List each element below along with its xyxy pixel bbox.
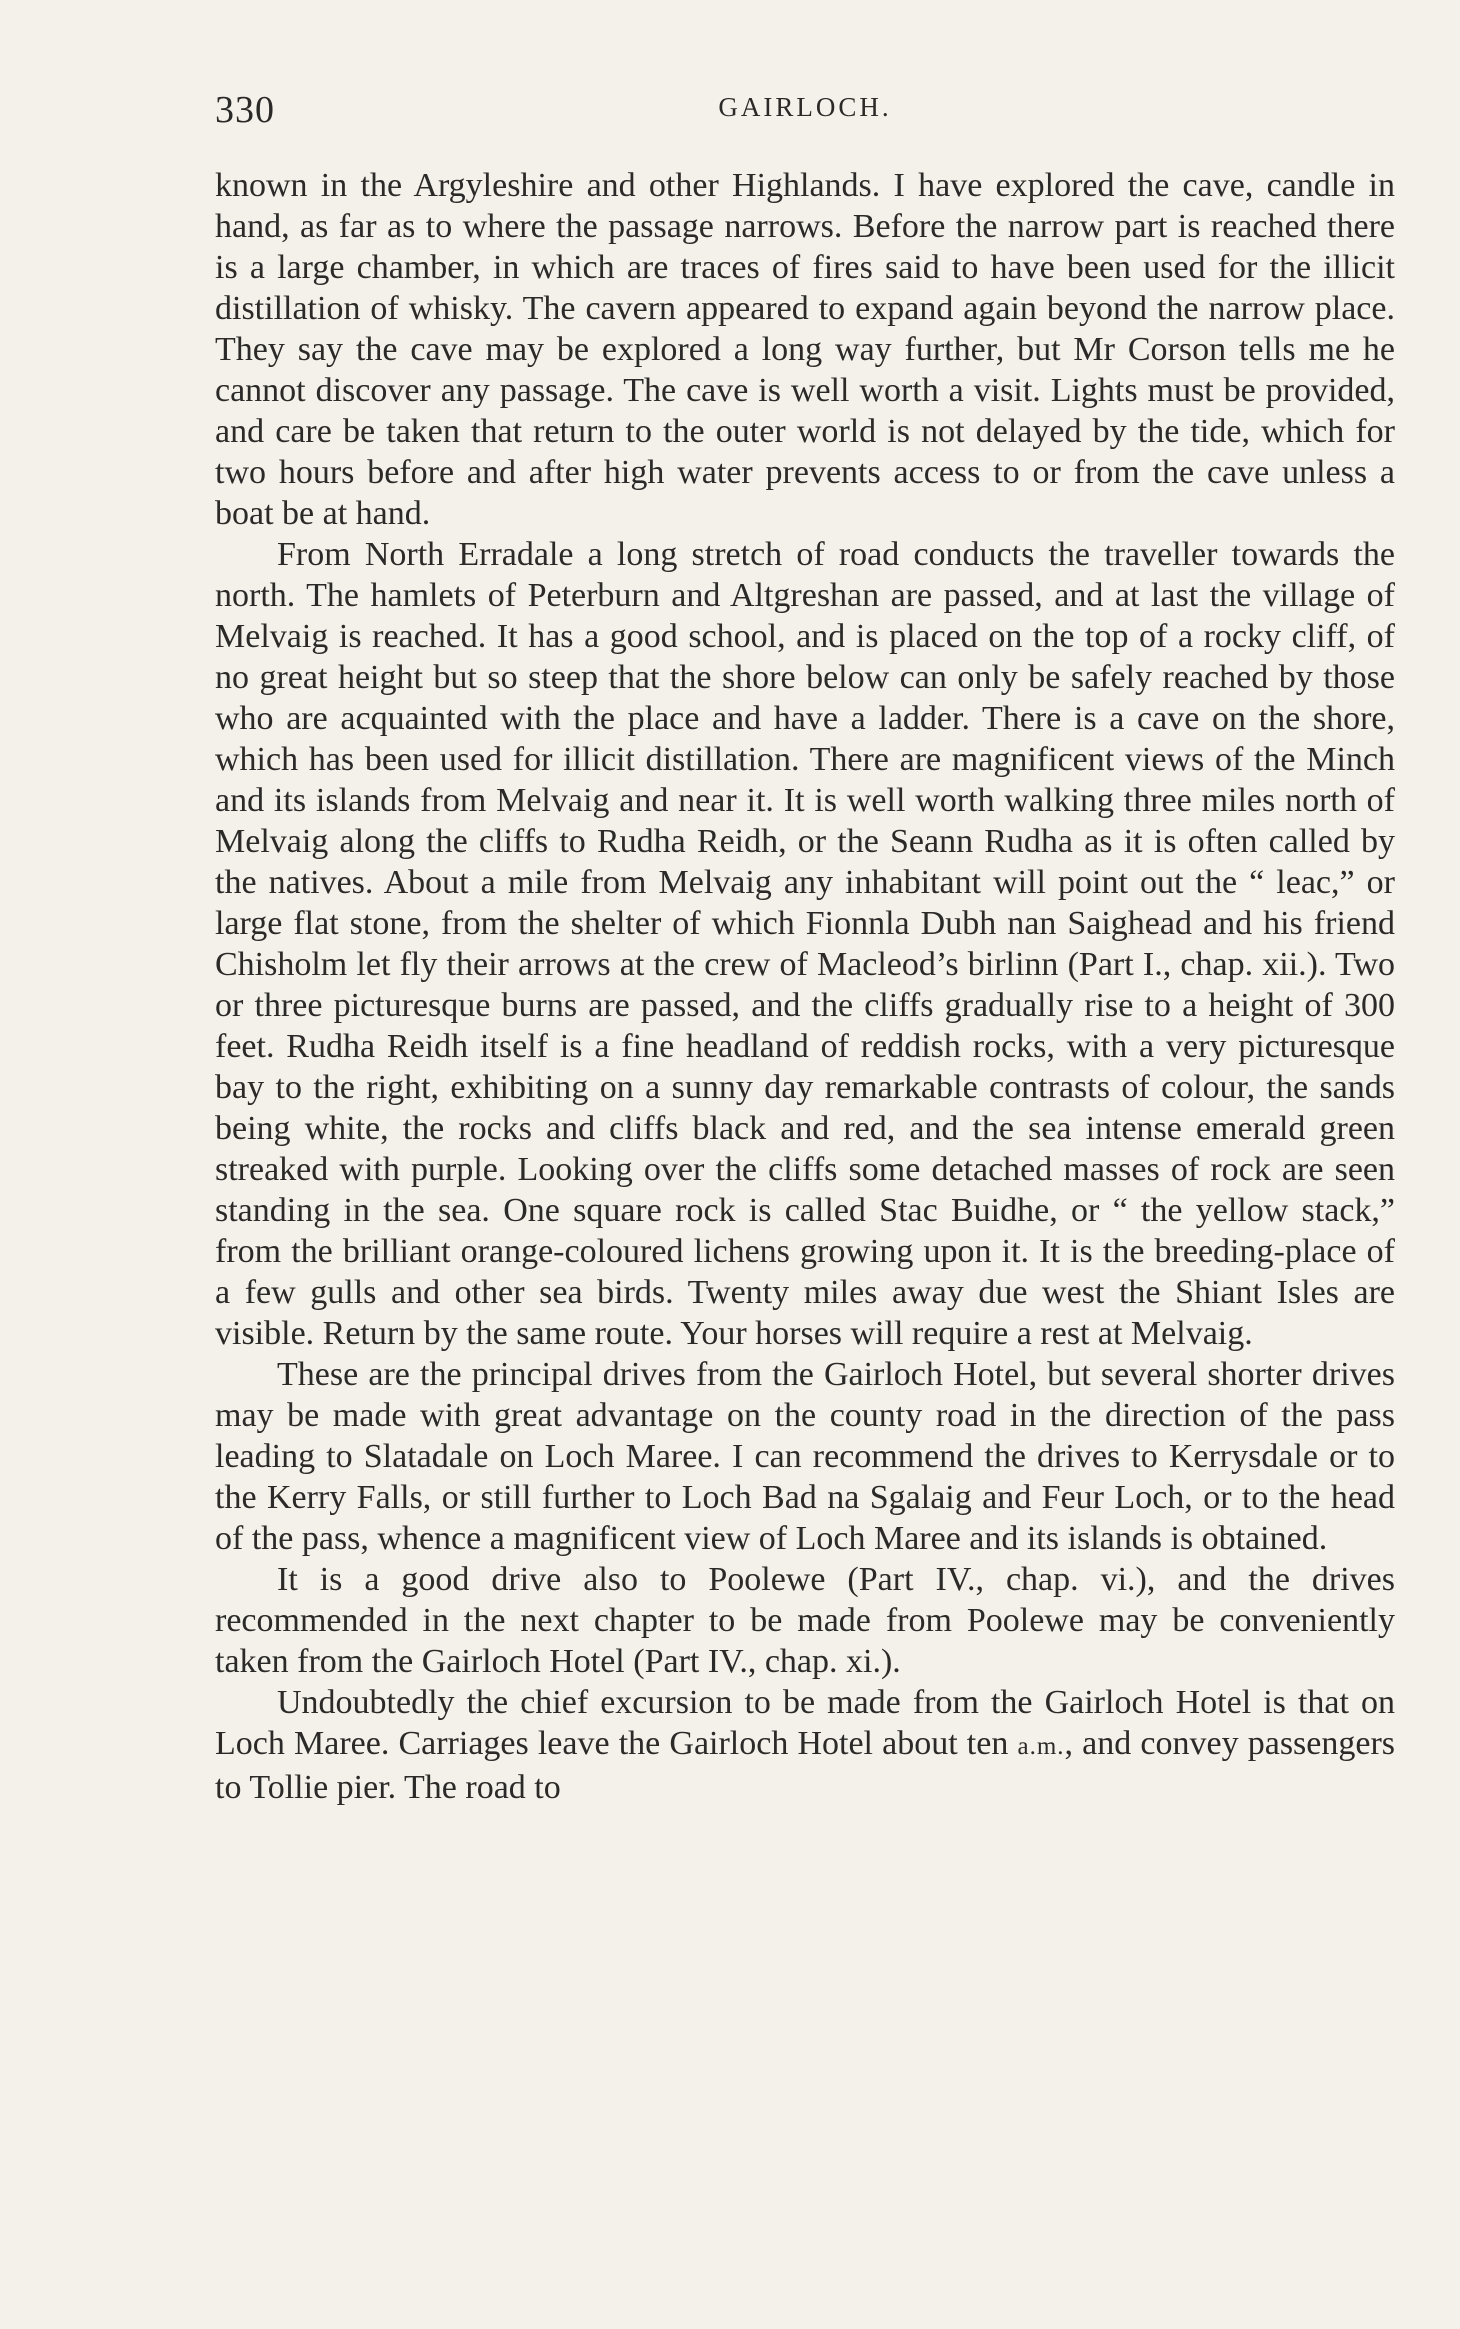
paragraph-text-tail: , and convey passengers to Tollie pier. The road to	[215, 1725, 1396, 1806]
body-text	[215, 165, 1395, 1808]
paragraph: known in the Argyleshire and other Highlands. I have explored the cave, candle in hand, as far as to where the passage narrows. Before the narrow part is reached there is a large chamber, in which are traces of fires said to have been used for the illicit distillation of whisky. The cavern appeared to expand again beyond the narrow place. They say the cave may be explored a long way further, but Mr Corson tells me he cannot discover any passage. The cave is well worth a visit. Lights must be provided, and care be taken that return to the outer world is not delayed by the tide, which for two hours before and after high water prevents access to or from the cave unless a boat be at hand.	[215, 167, 1395, 532]
paragraph: It is a good drive also to Poolewe (Part IV., chap. vi.), and the drives recommended in the next chapter to be made from Poolewe may be conveniently taken from the Gairloch Hotel (Part IV., chap. xi.).	[215, 1561, 1395, 1680]
running-head	[215, 88, 1395, 131]
paragraph-text: Undoubtedly the chief excursion to be made from the Gairloch Hotel is that on Loch Maree. Carriages leave the Gairloch Hotel about ten	[215, 1684, 1395, 1762]
page-number: 330	[215, 89, 275, 131]
running-title: GAIRLOCH.	[718, 92, 892, 122]
paragraph: From North Erradale a long stretch of road conducts the traveller towards the north. The hamlets of Peterburn and Altgreshan are passed, and at last the village of Melvaig is reached. It has a good school, and is placed on the top of a rocky cliff, of no great height but so steep that the shore below can only be safely reached by those who are acquainted with the place and have a ladder. There is a cave on the shore, which has been used for illicit distillation. There are magnificent views of the Minch and its islands from Melvaig and near it. It is well worth walking three miles north of Melvaig along the cliffs to Rudha Reidh, or the Seann Rudha as it is often called by the natives. About a mile from Melvaig any inhabitant will point out the “ leac,” or large flat stone, from the shelter of which Fionnla Dubh nan Saighead and his friend Chisholm let fly their arrows at the crew of Macleod’s birlinn (Part I., chap. xii.). Two or three picturesque burns are passed, and the cliffs gradually rise to a height of 300 feet. Rudha Reidh itself is a fine headland of reddish rocks, with a very picturesque bay to the right, exhibiting on a sunny day remarkable contrasts of colour, the sands being white, the rocks and cliffs black and red, and the sea intense emerald green streaked with purple. Looking over the cliffs some detached masses of rock are seen standing in the sea. One square rock is called Stac Buidhe, or “ the yellow stack,” from the brilliant orange-coloured lichens growing upon it. It is the breeding-place of a few gulls and other sea birds. Twenty miles away due west the Shiant Isles are visible. Return by the same route. Your horses will require a rest at Melvaig.	[215, 536, 1395, 1352]
paragraph	[215, 1682, 1395, 1808]
time-abbreviation: a.m.	[1017, 1733, 1065, 1760]
paragraph: These are the principal drives from the Gairloch Hotel, but several shorter drives may be made with great advantage on the county road in the direction of the pass leading to Slatadale on Loch Maree. I can recommend the drives to Kerrysdale or to the Kerry Falls, or still further to Loch Bad na Sgalaig and Feur Loch, or to the head of the pass, whence a magnificent view of Loch Maree and its islands is obtained.	[215, 1356, 1395, 1557]
